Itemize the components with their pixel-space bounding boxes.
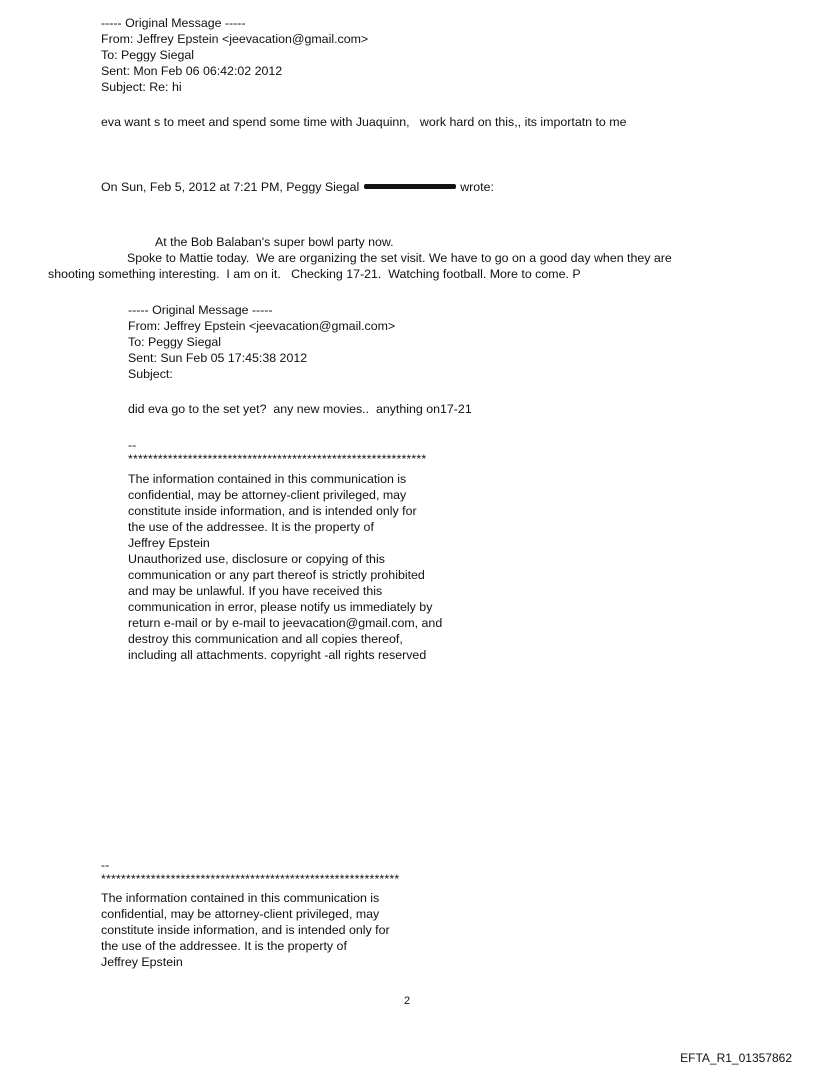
disclaimer-line: confidential, may be attorney-client privileged, may [128,488,407,502]
disclaimer-line: communication or any part thereof is strictly prohibited [128,568,425,582]
inner-header-to: To: Peggy Siegal [128,335,221,349]
disclaimer-line: Jeffrey Epstein [128,536,210,550]
outer-header-to: To: Peggy Siegal [101,48,194,62]
disclaimer-line: Jeffrey Epstein [101,955,183,969]
signature-dash: -- [101,858,110,872]
disclaimer-line: The information contained in this communication is [101,891,380,905]
signature-stars: ************************************************************ [101,872,400,886]
disclaimer-line: and may be unlawful. If you have received this [128,584,383,598]
disclaimer-line: The information contained in this communication is [128,472,407,486]
page-number: 2 [404,995,411,1007]
disclaimer-line: return e-mail or by e-mail to jeevacation@gmail.com, and [128,616,443,630]
redaction-bar [364,184,456,189]
inner-body: did eva go to the set yet? any new movies.. anything on17-21 [128,402,472,416]
inner-header-subject: Subject: [128,367,173,381]
signature-dash: -- [128,438,137,452]
inner-header-divider: ----- Original Message ----- [128,303,273,317]
inner-header-from: From: Jeffrey Epstein <jeevacation@gmail.com> [128,319,396,333]
outer-header-from: From: Jeffrey Epstein <jeevacation@gmail.com> [101,32,369,46]
disclaimer-line: confidential, may be attorney-client privileged, may [101,907,380,921]
disclaimer-line: constitute inside information, and is intended only for [128,504,417,518]
outer-body: eva want s to meet and spend some time with Juaquinn, work hard on this,, its importatn to me [101,115,627,129]
disclaimer-line: constitute inside information, and is intended only for [101,923,390,937]
document-id: EFTA_R1_01357862 [680,1051,792,1065]
quote-intro-before: On Sun, Feb 5, 2012 at 7:21 PM, Peggy Siegal [101,180,363,194]
disclaimer-line: the use of the addressee. It is the property of [128,520,374,534]
reply-line: Spoke to Mattie today. We are organizing the set visit. We have to go on a good day when they are [127,251,672,265]
quote-intro [101,179,494,195]
outer-header-divider: ----- Original Message ----- [101,16,246,30]
outer-header-sent: Sent: Mon Feb 06 06:42:02 2012 [101,64,283,78]
disclaimer-line: communication in error, please notify us immediately by [128,600,433,614]
signature-stars: ************************************************************ [128,452,427,466]
reply-line: At the Bob Balaban's super bowl party now. [155,235,394,249]
quote-intro-after: wrote: [456,180,494,194]
disclaimer-line: including all attachments. copyright -all rights reserved [128,648,427,662]
disclaimer-line: Unauthorized use, disclosure or copying of this [128,552,385,566]
outer-header-subject: Subject: Re: hi [101,80,182,94]
reply-line: shooting something interesting. I am on it. Checking 17-21. Watching football. More to come. P [48,267,581,281]
disclaimer-line: destroy this communication and all copies thereof, [128,632,403,646]
inner-header-sent: Sent: Sun Feb 05 17:45:38 2012 [128,351,308,365]
disclaimer-line: the use of the addressee. It is the property of [101,939,347,953]
